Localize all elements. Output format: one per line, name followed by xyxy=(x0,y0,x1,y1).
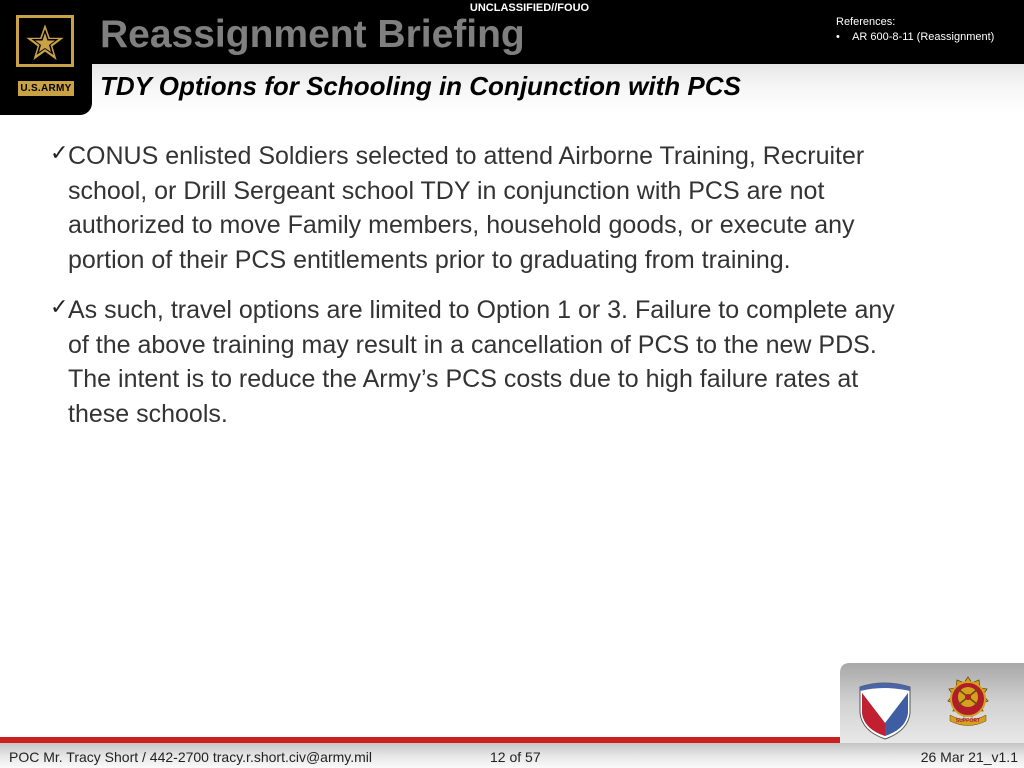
logo-wordmark: U.S.ARMY xyxy=(18,81,74,96)
slide-subtitle: TDY Options for Schooling in Conjunction with PCS xyxy=(100,71,741,101)
classification-banner: UNCLASSIFIED//FOUO xyxy=(469,2,590,14)
insignia-panel xyxy=(840,663,1024,743)
page-number: 12 of 57 xyxy=(490,749,541,765)
slide-title: Reassignment Briefing xyxy=(100,13,525,56)
star-icon xyxy=(22,20,68,64)
references-label: References: xyxy=(836,16,896,28)
checkmark-icon: ✓ xyxy=(50,295,69,320)
footer-bar xyxy=(0,743,1024,768)
bullet-item xyxy=(50,293,910,431)
slide-content xyxy=(50,139,910,447)
army-logo xyxy=(0,0,92,115)
bullet-text: CONUS enlisted Soldiers selected to attend Airborne Training, Recruiter school, or Drill Sergeant school TDY in conjunction with PCS are not authorized to move Family members, household goods, or execute any portion of their PCS entitlements prior to graduating from training. xyxy=(68,142,865,274)
bullet-text: As such, travel options are limited to Option 1 or 3. Failure to complete any of the above training may result in a cancellation of PCS to the new PDS. The intent is to reduce the Army’s PCS costs due to high failure rates at these schools. xyxy=(68,296,895,428)
references-box xyxy=(836,15,994,45)
footer-poc: POC Mr. Tracy Short / 442-2700 tracy.r.short.civ@army.mil xyxy=(9,749,373,765)
footer-version: 26 Mar 21_v1.1 xyxy=(920,749,1018,765)
svg-text:SUPPORT: SUPPORT xyxy=(955,718,981,724)
reference-item: • AR 600-8-11 (Reassignment) xyxy=(836,31,995,43)
checkmark-icon: ✓ xyxy=(50,141,69,166)
bullet-item xyxy=(50,139,910,277)
